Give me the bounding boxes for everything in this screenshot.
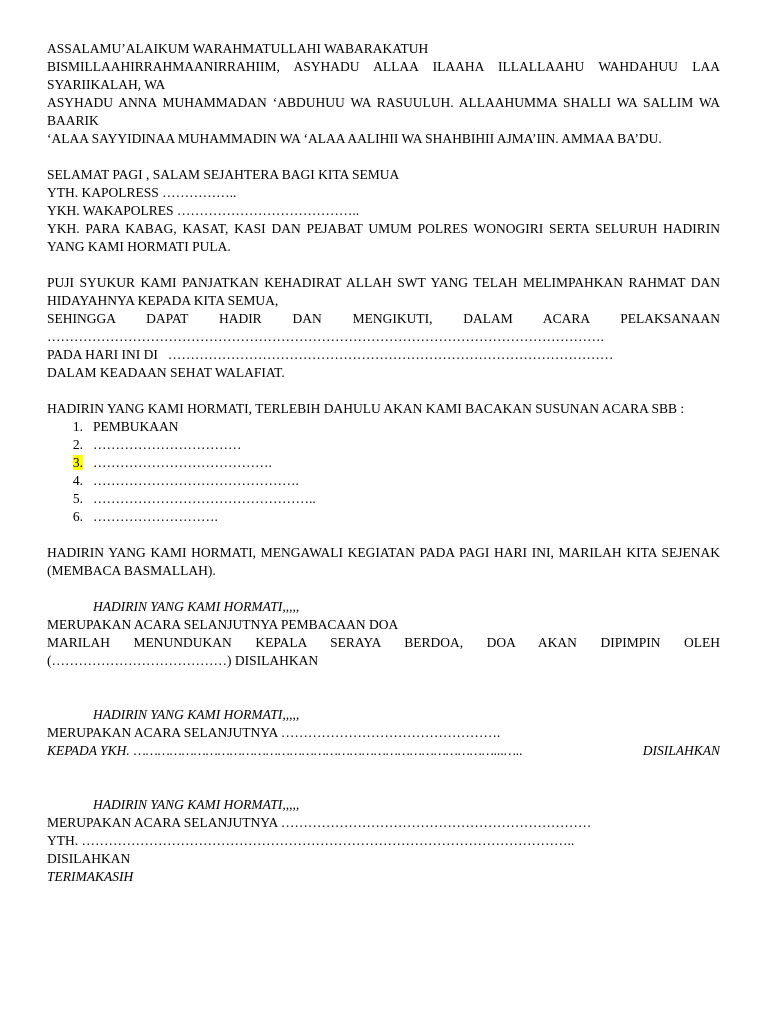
spacer (47, 670, 720, 706)
event-dots-line: ……………………………………………………………………………………………………………. (47, 329, 604, 344)
agenda-item (47, 508, 720, 526)
agenda-item-number: 6. (72, 509, 83, 524)
bismillah-paragraph: BISMILLAAHIRRAHMAANIRRAHIIM, ASYHADU ALLAA ILAAHA ILLALLAAHU WAHDAHUU LAA SYARIIKALAH, WA (47, 59, 720, 92)
section3-yth-line: YTH. ……………………………………………………………………………………………….. (47, 833, 575, 848)
shalawat-paragraph: ‘ALAA SAYYIDINAA MUHAMMADIN WA ‘ALAA AALIHII WA SHAHBIHII AJMA’IIN. AMMAA BA’DU. (47, 131, 662, 146)
agenda-item-number-wrapper (47, 454, 93, 472)
agenda-list (47, 418, 720, 526)
section3-acara-line: MERUPAKAN ACARA SELANJUTNYA …………………………………………………………… (47, 815, 592, 830)
section2-acara-line: MERUPAKAN ACARA SELANJUTNYA …………………………………………. (47, 725, 501, 740)
agenda-intro-paragraph: HADIRIN YANG KAMI HORMATI, TERLEBIH DAHULU AKAN KAMI BACAKAN SUSUNAN ACARA SBB : (47, 401, 685, 416)
spacer (47, 256, 720, 274)
agenda-item (47, 454, 720, 472)
kepada-ykh-dots: ………………………………………………………………………………...….. (133, 743, 523, 758)
document-body (47, 40, 720, 886)
kepada-ykh-label: KEPADA YKH. (47, 743, 130, 758)
section2-address-line: HADIRIN YANG KAMI HORMATI,,,,, (93, 707, 300, 722)
doa-acara-line: MERUPAKAN ACARA SELANJUTNYA PEMBACAAN DOA (47, 617, 399, 632)
agenda-item-text: PEMBUKAAN (93, 419, 179, 434)
agenda-item-number: 2. (72, 437, 83, 452)
spacer (47, 526, 720, 544)
agenda-item (47, 490, 720, 508)
salam-line: ASSALAMU’ALAIKUM WARAHMATULLAHI WABARAKATUH (47, 41, 429, 56)
sehingga-paragraph: SEHINGGA DAPAT HADIR DAN MENGIKUTI, DALAM ACARA PELAKSANAAN (47, 311, 720, 326)
spacer (47, 382, 720, 400)
agenda-item-number: 4. (72, 473, 83, 488)
kepada-ykh-line (47, 742, 720, 760)
agenda-item-number: 1. (72, 419, 83, 434)
basmallah-paragraph: HADIRIN YANG KAMI HORMATI, MENGAWALI KEGIATAN PADA PAGI HARI INI, MARILAH KITA SEJENAK (MEMBACA BASMALLAH). (47, 545, 720, 578)
doa-paragraph: MARILAH MENUNDUKAN KEPALA SERAYA BERDOA, DOA AKAN DIPIMPIN OLEH (…………………………………) DISILAHKAN (47, 635, 720, 668)
spacer (47, 148, 720, 166)
agenda-item-number: 5. (72, 491, 83, 506)
highlighted-agenda-number: 3. (72, 455, 83, 470)
kepada-disilahkan: DISILAHKAN (642, 743, 720, 758)
agenda-item-text: ………………………………………. (93, 473, 299, 488)
spacer (47, 580, 720, 598)
greeting-line: SELAMAT PAGI , SALAM SEJAHTERA BAGI KITA SEMUA (47, 167, 400, 182)
agenda-item-text: …………………………………. (93, 455, 272, 470)
agenda-item (47, 436, 720, 454)
yth-kapolres-line: YTH. KAPOLRESS …………….. (47, 185, 237, 200)
closing-terimakasih: TERIMAKASIH (47, 869, 134, 884)
agenda-item-text: ………………………………………….. (93, 491, 316, 506)
spacer (47, 760, 720, 796)
ykh-para-kabag-paragraph: YKH. PARA KABAG, KASAT, KASI DAN PEJABAT UMUM POLRES WONOGIRI SERTA SELURUH HADIRIN YANG KAMI HORMATI PULA. (47, 221, 720, 254)
agenda-item (47, 418, 720, 436)
agenda-item (47, 472, 720, 490)
syahadat-paragraph: ASYHADU ANNA MUHAMMADAN ‘ABDUHUU WA RASUULUH. ALLAAHUMMA SHALLI WA SALLIM WA BAARIK (47, 95, 720, 128)
puji-syukur-paragraph: PUJI SYUKUR KAMI PANJATKAN KEHADIRAT ALLAH SWT YANG TELAH MELIMPAHKAN RAHMAT DAN HIDAYAHNYA KEPADA KITA SEMUA, (47, 275, 720, 308)
pada-hari-ini-line (47, 346, 720, 364)
pada-hari-ini-label: PADA HARI INI DI (47, 347, 158, 362)
location-dots: ……………………………………………………………………………………… (167, 347, 614, 362)
agenda-item-text: …………………………… (93, 437, 242, 452)
sehat-walafiat-line: DALAM KEADAAN SEHAT WALAFIAT. (47, 365, 285, 380)
doa-address-line: HADIRIN YANG KAMI HORMATI,,,,, (93, 599, 300, 614)
agenda-item-text: ………………………. (93, 509, 218, 524)
section3-disilahkan-line: DISILAHKAN (47, 851, 131, 866)
section3-address-line: HADIRIN YANG KAMI HORMATI,,,,, (93, 797, 300, 812)
ykh-wakapolres-line: YKH. WAKAPOLRES ………………………………….. (47, 203, 360, 218)
